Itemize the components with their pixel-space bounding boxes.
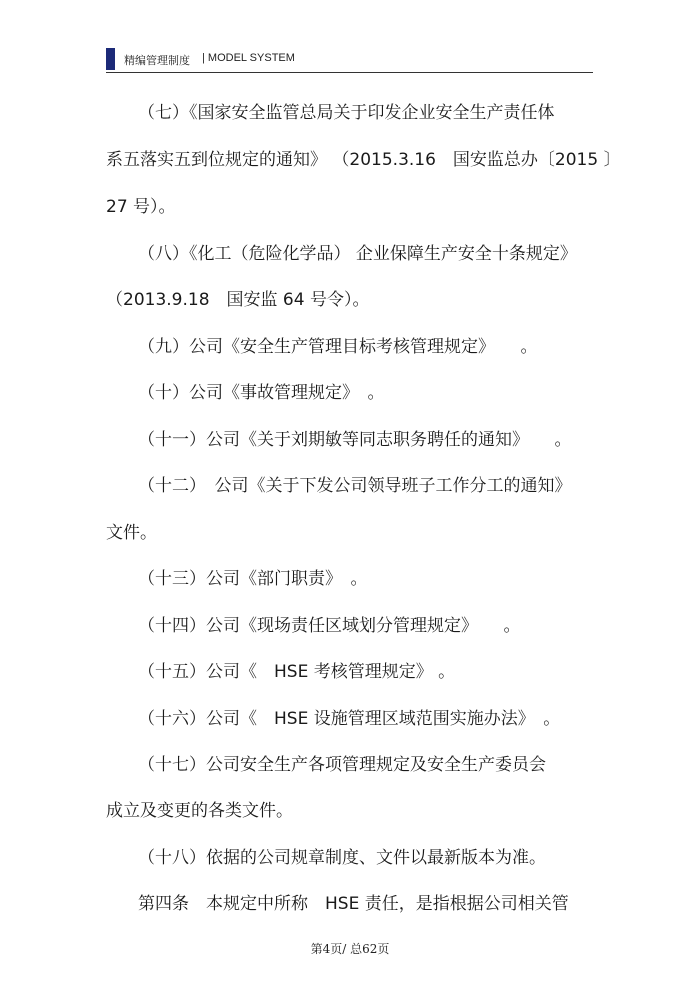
text-line: 成立及变更的各类文件。 [106,801,293,821]
text-line: （八）《化工（危险化学品） 企业保障生产安全十条规定》 [138,244,577,264]
text-line: 文件。 [106,523,157,543]
text-line: 第四条 本规定中所称 HSE 责任，是指根据公司相关管 [138,894,569,914]
header-title: 精编管理制度 [124,54,190,67]
text-line: （2013.9.18 国安监 64 号令）。 [106,290,370,310]
text-line: （十四）公司《现场责任区域划分管理规定》 。 [138,616,521,636]
header-divider [106,72,593,73]
text-line: （七）《国家安全监管总局关于印发企业安全生产责任体 [138,103,555,123]
header-logo-block [106,48,115,70]
text-line: 系五落实五到位规定的通知》 （2015.3.16 国安监总办〔2015 〕 [106,150,621,170]
text-line: （九）公司《安全生产管理目标考核管理规定》 。 [138,337,538,357]
text-line: （十）公司《事故管理规定》 。 [138,383,385,403]
text-line: 27 号）。 [106,197,176,217]
header-subtitle: | MODEL SYSTEM [202,52,295,64]
text-line: （十五）公司《 HSE 考核管理规定》 。 [138,662,456,682]
page-header [106,48,592,72]
text-line: （十二） 公司《关于下发公司领导班子工作分工的通知》 [138,476,572,496]
text-line: （十七）公司安全生产各项管理规定及安全生产委员会 [138,755,546,775]
text-line: （十六）公司《 HSE 设施管理区域范围实施办法》 。 [138,709,561,729]
page-number: 第4页/ 总62页 [310,942,390,956]
text-line: （十八）依据的公司规章制度、文件以最新版本为准。 [138,848,546,868]
text-line: （十一）公司《关于刘期敏等同志职务聘任的通知》 。 [138,430,572,450]
text-line: （十三）公司《部门职责》 。 [138,569,368,589]
